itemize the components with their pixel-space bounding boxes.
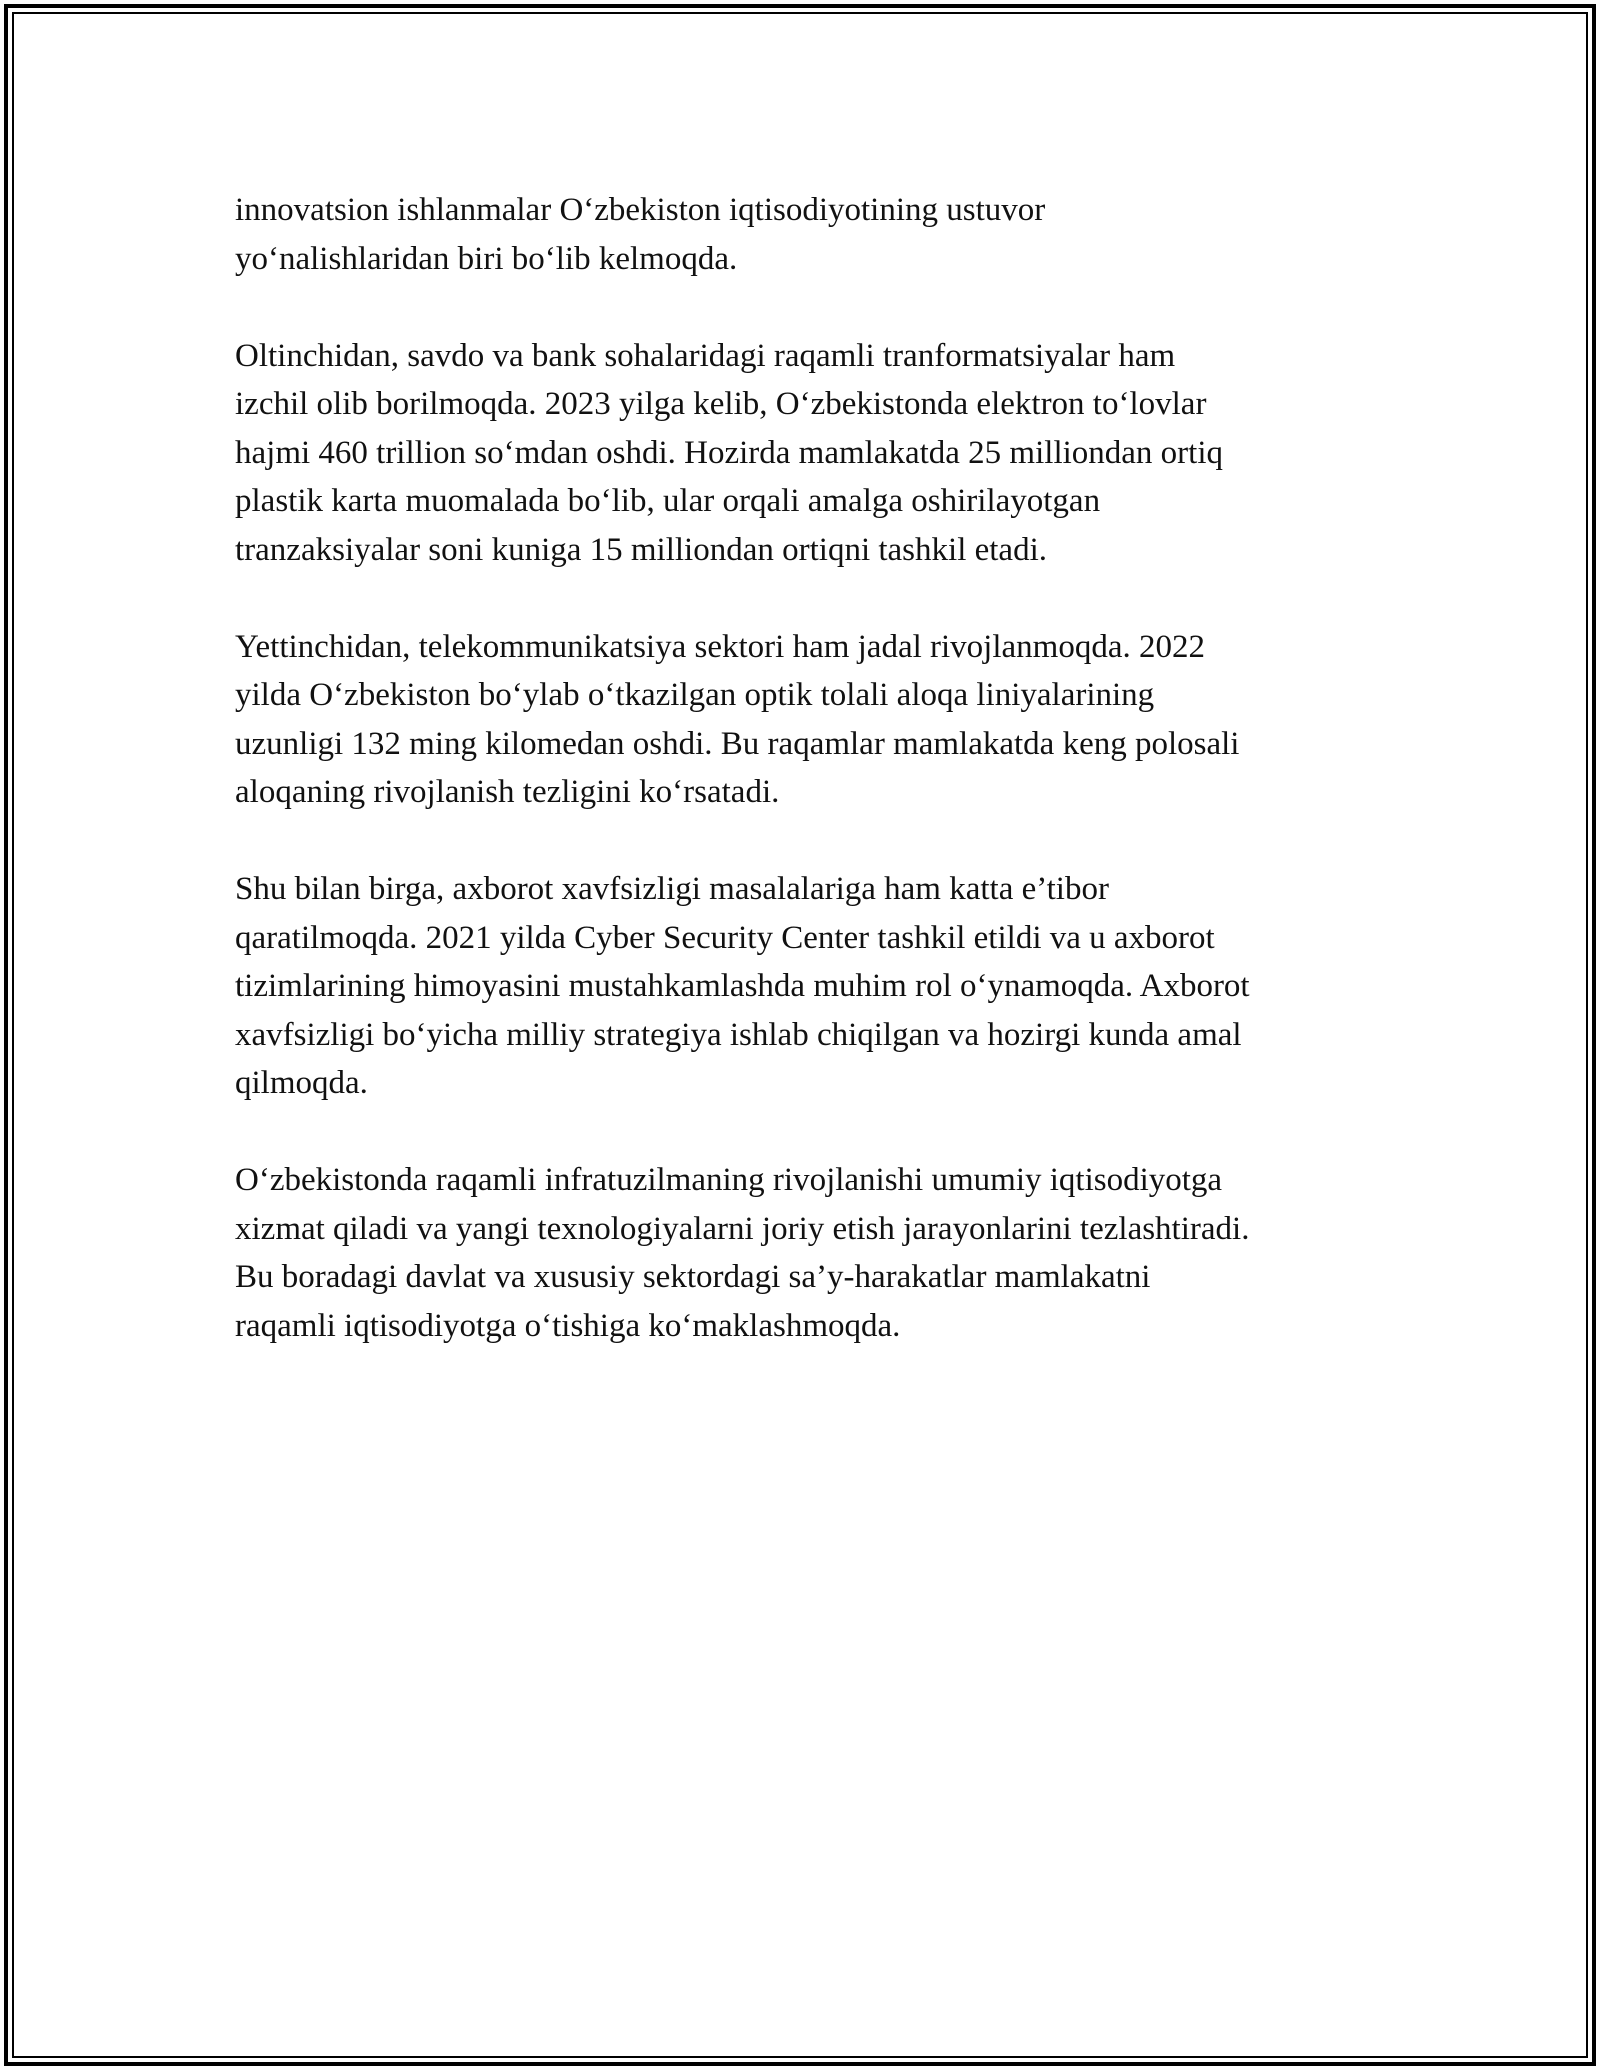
- paragraph-4: Shu bilan birga, axborot xavfsizligi masalalariga ham katta e’tibor qaratilmoqda. 2021 yilda Cyber Security Center tashkil etildi va u axborot tizimlarining himoyasini mustahkamlashda muhim rol o‘ynamoqda. Axborot xavfsizligi bo‘yicha milliy strategiya ishlab chiqilgan va hozirgi kunda amal qilmoqda.: [235, 871, 1250, 1101]
- document-body: [235, 186, 1385, 1399]
- paragraph-1: innovatsion ishlanmalar O‘zbekiston iqtisodiyotining ustuvor yo‘nalishlaridan biri bo‘lib kelmoqda.: [235, 192, 1046, 277]
- paragraph-3: Yettinchidan, telekommunikatsiya sektori ham jadal rivojlanmoqda. 2022 yilda O‘zbekiston bo‘ylab o‘tkazilgan optik tolali aloqa liniyalarining uzunligi 132 ming kilomedan oshdi. Bu raqamlar mamlakatda keng polosali aloqaning rivojlanish tezligini ko‘rsatadi.: [235, 628, 1240, 810]
- paragraph-2: Oltinchidan, savdo va bank sohalaridagi raqamli tranformatsiyalar ham izchil olib borilmoqda. 2023 yilga kelib, O‘zbekistonda elektron to‘lovlar hajmi 460 trillion so‘mdan oshdi. Hozirda mamlakatda 25 milliondan ortiq plastik karta muomalada bo‘lib, ular orqali amalga oshirilayotgan tranzaksiyalar soni kuniga 15 milliondan ortiqni tashkil etadi.: [235, 337, 1224, 568]
- paragraph-5: O‘zbekistonda raqamli infratuzilmaning rivojlanishi umumiy iqtisodiyotga xizmat qiladi va yangi texnologiyalarni joriy etish jarayonlarini tezlashtiradi. Bu boradagi davlat va xususiy sektordagi sa’y-harakatlar mamlakatni raqamli iqtisodiyotga o‘tishiga ko‘maklashmoqda.: [235, 1162, 1250, 1344]
